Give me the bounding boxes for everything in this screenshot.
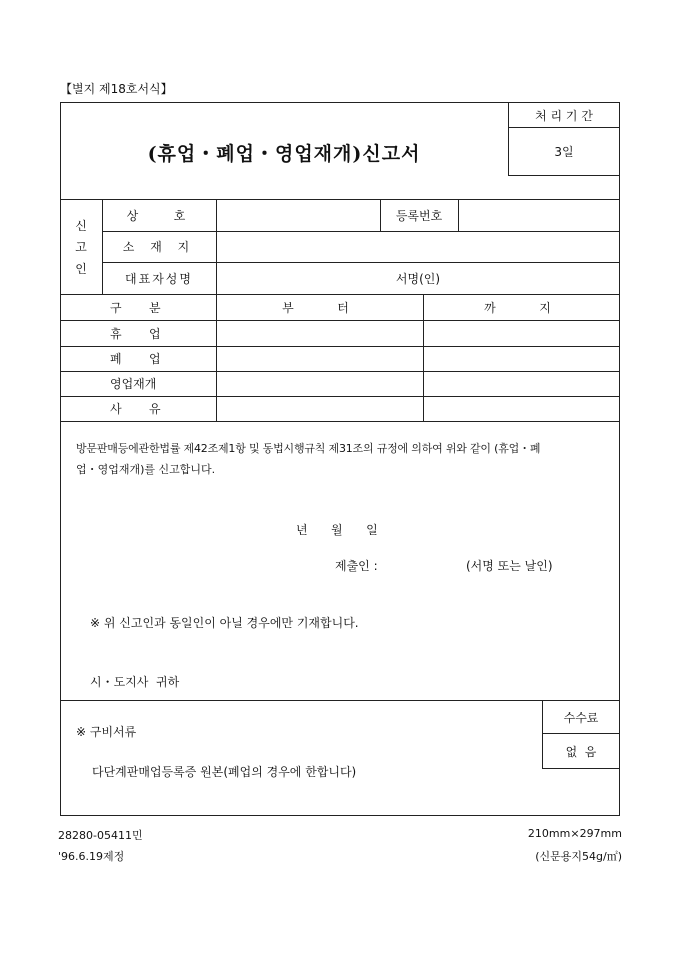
statement-line-2: 업・영업재개)를 신고합니다. (76, 463, 216, 476)
attachments-header: ※ 구비서류 (76, 725, 137, 739)
applicant-section-label-1: 신 (75, 218, 87, 233)
processing-period-value: 3일 (554, 145, 574, 159)
divider (508, 175, 620, 176)
fee-label: 수수료 (563, 710, 599, 725)
registration-number-field[interactable] (459, 200, 619, 230)
applicant-section-label-2: 고 (75, 239, 87, 254)
divider (60, 421, 620, 422)
row-label-closure: 휴 업 (110, 326, 165, 341)
submitter-label: 제출인 : (335, 559, 378, 573)
company-name-field[interactable] (217, 200, 379, 230)
closure-to-field[interactable] (424, 321, 619, 345)
note-text: ※ 위 신고인과 동일인이 아닐 경우에만 기재합니다. (90, 616, 359, 630)
shutdown-to-field[interactable] (424, 347, 619, 370)
from-column-header: 부 터 (282, 300, 357, 315)
signature-field[interactable]: 서명(인) (395, 271, 441, 286)
divider (60, 700, 620, 701)
reopen-from-field[interactable] (217, 372, 422, 395)
attachment-item: 다단계판매업등록증 원본(폐업의 경우에 한합니다) (92, 765, 357, 779)
address-label: 소 재 지 (122, 240, 196, 254)
applicant-section-label-3: 인 (75, 261, 87, 276)
fee-value: 없 음 (565, 744, 597, 759)
statement-line-1: 방문판매등에관한법률 제42조제1항 및 동법시행규칙 제31조의 규정에 의하여 위와 같이 (휴업・폐 (76, 442, 541, 455)
enactment-date: '96.6.19제정 (58, 850, 125, 863)
processing-period-header: 처 리 기 간 (535, 108, 593, 123)
type-column-header: 구 분 (110, 300, 165, 315)
divider (542, 768, 620, 769)
row-label-reason: 사 유 (110, 402, 165, 416)
company-name-label: 상 호 (126, 208, 192, 223)
registration-number-label: 등록번호 (395, 208, 443, 223)
date-line: 년 월 일 (296, 523, 381, 537)
row-label-reopen: 영업재개 (110, 377, 157, 391)
form-number-label: 【별지 제18호서식】 (60, 82, 173, 96)
address-field[interactable] (217, 232, 619, 261)
paper-type: (신문용지54g/㎡) (535, 850, 622, 863)
row-label-shutdown: 폐 업 (110, 352, 165, 366)
shutdown-from-field[interactable] (217, 347, 422, 370)
submitter-signature-label: (서명 또는 날인) (466, 559, 553, 573)
form-code: 28280-05411민 (58, 829, 143, 842)
to-column-header: 까 지 (484, 300, 559, 315)
form-title: (휴업・폐업・영업재개)신고서 (147, 142, 421, 165)
representative-name-label: 대표자성명 (125, 271, 193, 286)
addressee: 시・도지사 귀하 (90, 675, 180, 689)
reopen-to-field[interactable] (424, 372, 619, 395)
paper-size: 210mm×297mm (527, 827, 622, 840)
closure-from-field[interactable] (217, 321, 422, 345)
reason-field[interactable] (217, 397, 619, 420)
